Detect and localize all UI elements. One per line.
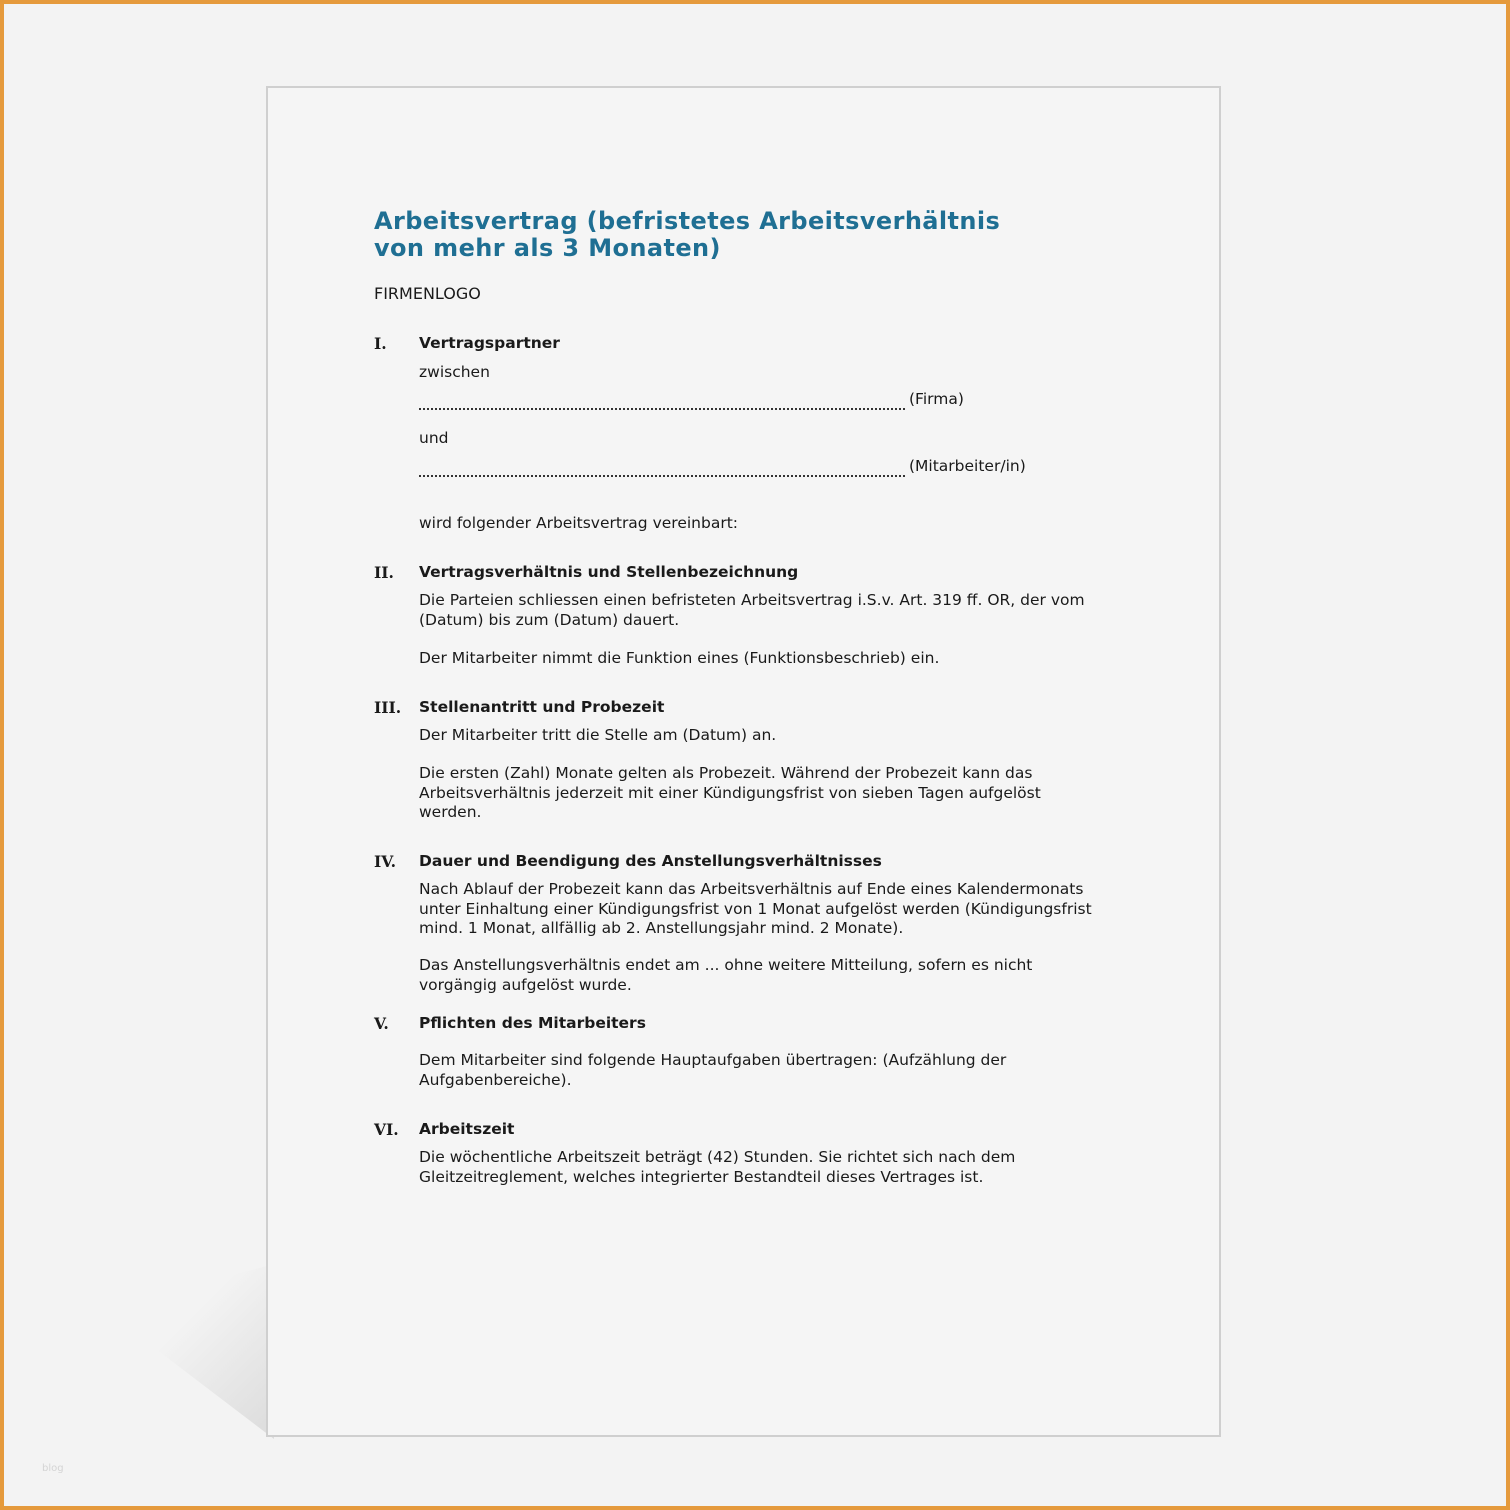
paragraph (419, 1148, 1119, 1187)
section-heading (374, 852, 1114, 872)
section-arbeitszeit (374, 1120, 1114, 1186)
section-number: II. (374, 563, 394, 582)
section-title: Arbeitszeit (419, 1120, 515, 1138)
paragraph-line: Aufgabenbereiche). (419, 1070, 572, 1089)
paragraph-line: Das Anstellungsverhältnis endet am ... ohne weitere Mitteilung, sofern es nicht (419, 956, 1033, 974)
section-stellenantritt (374, 698, 1114, 821)
section-title: Dauer und Beendigung des Anstellungsverhältnisses (419, 852, 882, 870)
section-number: III. (374, 698, 402, 717)
section-pflichten (374, 1014, 1114, 1089)
section-title: Stellenantritt und Probezeit (419, 698, 665, 716)
paragraph-line: (Datum) bis zum (Datum) dauert. (419, 610, 680, 629)
between-text: zwischen (419, 363, 490, 381)
and-text: und (419, 429, 449, 447)
paragraph: Der Mitarbeiter nimmt die Funktion eines (Funktionsbeschrieb) ein. (419, 649, 940, 667)
firma-fill-line (419, 390, 1119, 410)
paragraph: Der Mitarbeiter tritt die Stelle am (Datum) an. (419, 726, 777, 744)
closing-text: wird folgender Arbeitsvertrag vereinbart: (419, 514, 738, 532)
paragraph-line: Arbeitsverhältnis jederzeit mit einer Kündigungsfrist von sieben Tagen aufgelöst (419, 783, 1041, 802)
page-shadow (104, 1264, 274, 1439)
paragraph-line: Die Parteien schliessen einen befristeten Arbeitsvertrag i.S.v. Art. 319 ff. OR, der vom (419, 591, 1085, 609)
paragraph (419, 764, 1119, 823)
section-title: Vertragsverhältnis und Stellenbezeichnung (419, 563, 799, 581)
paragraph-line: mind. 1 Monat, allfällig ab 2. Anstellungsjahr mind. 2 Monate). (419, 919, 904, 937)
section-heading (374, 1014, 1114, 1034)
document-page (266, 86, 1221, 1437)
section-title: Pflichten des Mitarbeiters (419, 1014, 646, 1032)
section-number: I. (374, 334, 387, 353)
paragraph (419, 1051, 1119, 1090)
firma-label: (Firma) (909, 390, 964, 408)
watermark: blog (42, 1463, 64, 1474)
employee-fill-line (419, 457, 1119, 477)
logo-placeholder: FIRMENLOGO (374, 284, 481, 303)
paragraph-line: Nach Ablauf der Probezeit kann das Arbeitsverhältnis auf Ende eines Kalendermonats (419, 880, 1084, 898)
paragraph (419, 880, 1119, 939)
section-dauer (374, 852, 1114, 994)
paragraph-line: Gleitzeitreglement, welches integrierter Bestandteil dieses Vertrages ist. (419, 1167, 984, 1186)
document-title (374, 208, 1000, 262)
section-vertragspartner (374, 334, 1114, 532)
section-number: IV. (374, 852, 396, 871)
paragraph-line: Die wöchentliche Arbeitszeit beträgt (42) Stunden. Sie richtet sich nach dem (419, 1148, 1016, 1166)
section-title: Vertragspartner (419, 334, 560, 352)
section-heading (374, 1120, 1114, 1140)
paragraph (419, 591, 1119, 630)
section-heading (374, 563, 1114, 583)
section-heading (374, 698, 1114, 718)
paragraph (419, 956, 1119, 995)
paragraph-line: unter Einhaltung einer Kündigungsfrist von 1 Monat aufgelöst werden (Kündigungsfrist (419, 899, 1092, 918)
section-vertragsverhaeltnis (374, 563, 1114, 667)
title-line-1: Arbeitsvertrag (befristetes Arbeitsverhältnis (374, 207, 1001, 235)
employee-label: (Mitarbeiter/in) (909, 457, 1026, 475)
section-number: VI. (374, 1120, 399, 1139)
section-number: V. (374, 1014, 389, 1033)
paragraph-line: werden. (419, 803, 482, 821)
title-line-2: von mehr als 3 Monaten) (374, 234, 721, 262)
paragraph-line: Die ersten (Zahl) Monate gelten als Probezeit. Während der Probezeit kann das (419, 764, 1033, 782)
paragraph-line: Dem Mitarbeiter sind folgende Hauptaufgaben übertragen: (Aufzählung der (419, 1051, 1007, 1069)
paragraph-line: vorgängig aufgelöst wurde. (419, 975, 632, 994)
dotted-fill (419, 462, 905, 477)
section-heading (374, 334, 1114, 354)
dotted-fill (419, 395, 905, 410)
